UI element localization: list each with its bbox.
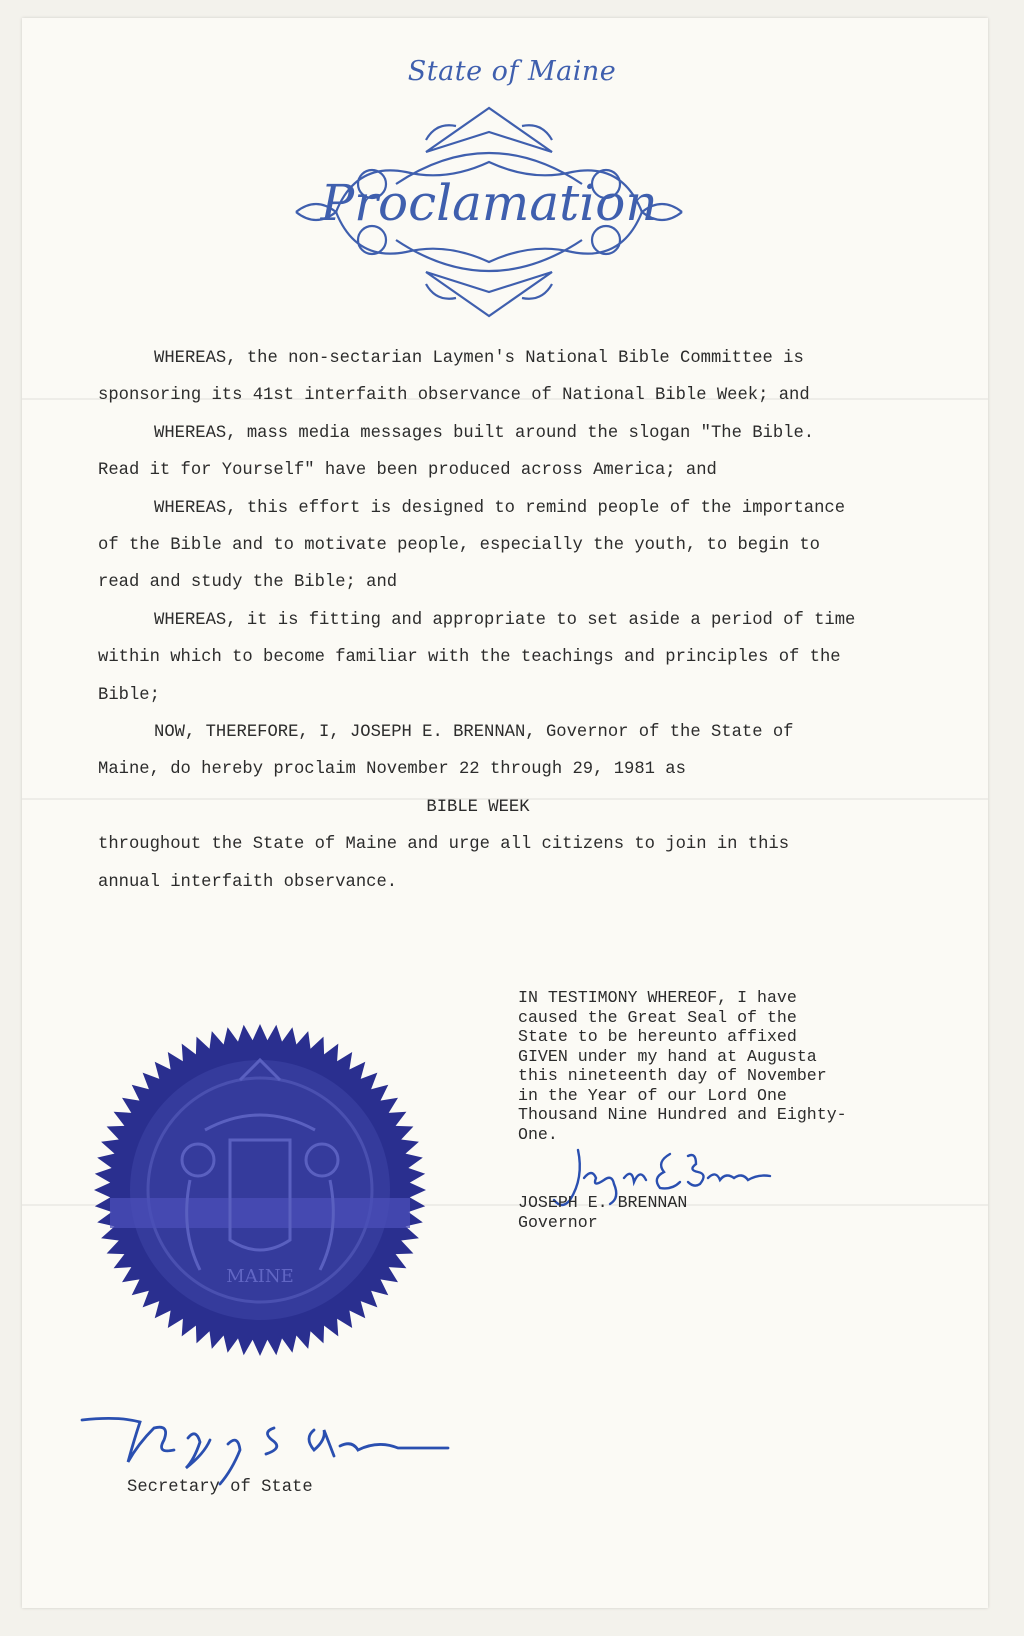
seal-inscription: MAINE xyxy=(226,1266,294,1287)
closing-paragraph: throughout the State of Maine and urge all citizens to join in this annual interfaith observance. xyxy=(98,835,790,892)
whereas-paragraph-1: WHEREAS, the non-sectarian Laymen's National Bible Committee is sponsoring its 41st interfaith observance of National Bible Week; and xyxy=(98,349,810,406)
great-seal-icon xyxy=(90,1020,430,1360)
proclamation-title: Proclamation xyxy=(320,174,658,232)
whereas-paragraph-3: WHEREAS, this effort is designed to remind people of the importance of the Bible and to motivate people, especially the youth, to begin to read and study the Bible; and xyxy=(98,498,846,593)
state-title: State of Maine xyxy=(407,56,617,87)
bible-week-heading: BIBLE WEEK xyxy=(426,797,530,817)
governor-name: JOSEPH E. BRENNAN xyxy=(518,1193,688,1212)
therefore-paragraph: NOW, THEREFORE, I, JOSEPH E. BRENNAN, Governor of the State of Maine, do hereby proclaim November 22 through 29, 1981 as xyxy=(98,723,794,780)
whereas-paragraph-2: WHEREAS, mass media messages built around the slogan "The Bible. Read it for Yourself" have been produced across America; and xyxy=(98,423,815,481)
secretary-title: Secretary of State xyxy=(127,1478,313,1497)
proclamation-ornament xyxy=(276,92,702,332)
governor-title: Governor xyxy=(518,1213,598,1232)
whereas-paragraph-4: WHEREAS, it is fitting and appropriate to set aside a period of time within which to become familiar with the teachings and principles of the Bible; xyxy=(98,610,856,705)
proclamation-body xyxy=(98,340,858,901)
testimony-block: IN TESTIMONY WHEREOF, I have caused the Great Seal of the State to be hereunto affixed GIVEN under my hand at Augusta this nineteenth day of November in the Year of our Lord One Thousand Nine Hundred and Eighty- One. xyxy=(518,988,847,1144)
